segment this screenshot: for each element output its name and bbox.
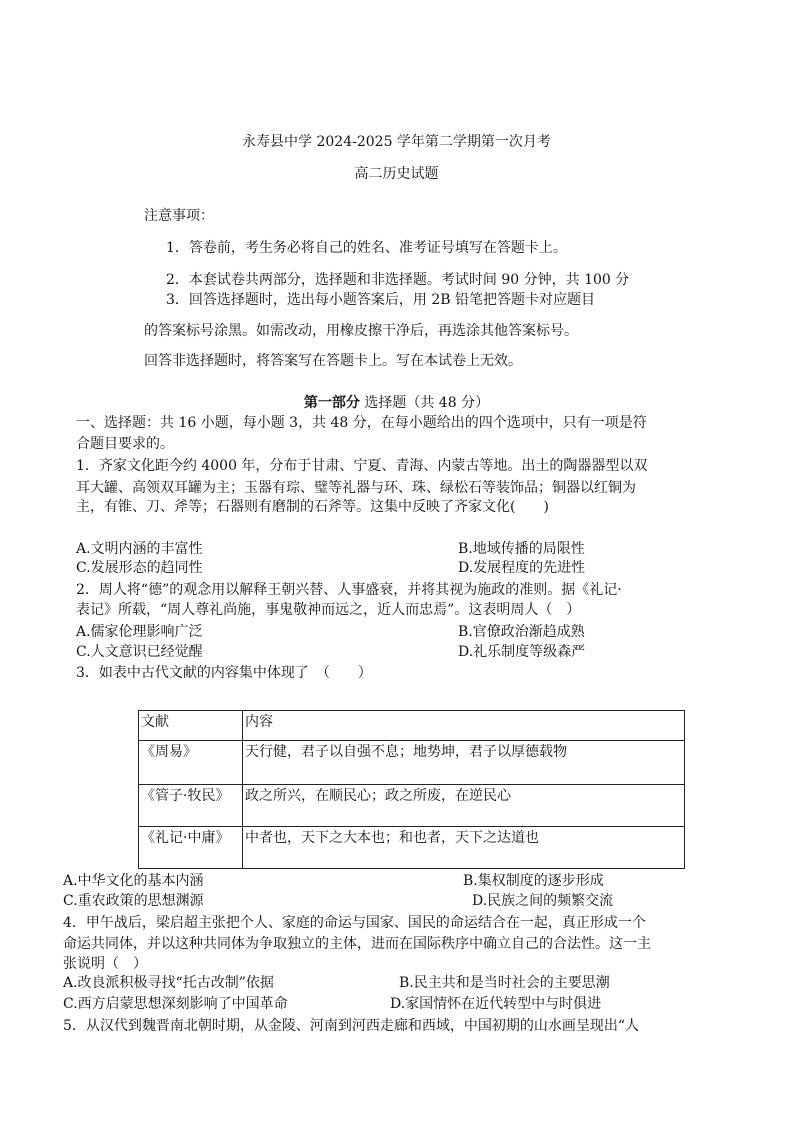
q1-option-a: A.文明内涵的丰富性 — [76, 541, 203, 557]
q2-option-d: D.礼乐制度等级森严 — [458, 644, 586, 660]
q4-option-b: B.民主共和是当时社会的主要思潮 — [399, 975, 610, 991]
table-row — [139, 827, 685, 869]
q1-option-c: C.发展形态的趋同性 — [76, 560, 203, 576]
exam-title: 永寿县中学 2024-2025 学年第二学期第一次月考 — [242, 134, 551, 150]
q3-option-a: A.中华文化的基本内涵 — [63, 873, 204, 889]
q3-option-c: C.重农政策的思想渊源 — [63, 893, 204, 909]
q2-stem-line-1: 2．周人将“德”的观念用以解释王朝兴替、人事盛衰，并将其视为施政的准则。据《礼记· — [76, 582, 622, 598]
q1-stem-line-1: 1．齐家文化距今约 4000 年，分布于甘肃、宁夏、青海、内蒙古等地。出土的陶器器型以双 — [76, 458, 648, 474]
q4-stem-line-3: 张说明（ ） — [63, 956, 147, 972]
q3-option-d: D.民族之间的频繁交流 — [472, 893, 614, 909]
q2-option-a: A.儒家伦理影响广泛 — [76, 624, 203, 640]
part1-instruction-line-2: 合题目要求的。 — [76, 436, 174, 452]
q4-stem-line-2: 命运共同体，并以这种共同体为争取独立的主体，进而在国际秩序中确立自己的合法性。这一主 — [63, 936, 651, 952]
part1-title — [0, 394, 793, 412]
q3-stem: 3．如表中古代文献的内容集中体现了 （ ） — [76, 665, 372, 681]
notes-item-3-continued: 的答案标号涂黑。如需改动，用橡皮擦干净后，再选涂其他答案标号。 — [144, 323, 578, 339]
table-cell-source: 《管子·牧民》 — [139, 785, 243, 827]
part1-title-bold: 第一部分 — [303, 395, 360, 411]
q2-option-c: C.人文意识已经觉醒 — [76, 644, 203, 660]
part1-instruction-line-1: 一、选择题：共 16 小题，每小题 3，共 48 分，在每小题给出的四个选项中，只有一项是符 — [76, 415, 647, 431]
notes-item-3-continued-2: 回答非选择题时，将答案写在答题卡上。写在本试卷上无效。 — [144, 353, 522, 369]
q4-option-d: D.家国情怀在近代转型中与时俱进 — [390, 996, 602, 1012]
notes-item-3: 3．回答选择题时，选出每小题答案后，用 2B 铅笔把答题卡对应题目 — [166, 292, 596, 308]
q1-stem-line-3: 主，有锥、刀、斧等；石器则有磨制的石斧等。这集中反映了齐家文化( ) — [76, 499, 549, 515]
notes-item-2: 2．本套试卷共两部分，选择题和非选择题。考试时间 90 分钟，共 100 分 — [166, 272, 630, 288]
q1-stem-line-2: 耳大罐、高领双耳罐为主；玉器有琮、璧等礼器与环、珠、绿松石等装饰品；铜器以红铜为 — [76, 480, 636, 496]
table-row — [139, 741, 685, 785]
notes-heading: 注意事项： — [144, 208, 214, 224]
table-cell-content: 天行健，君子以自强不息；地势坤，君子以厚德载物 — [243, 741, 685, 785]
q1-option-b: B.地域传播的局限性 — [458, 541, 585, 557]
q2-option-b: B.官僚政治渐趋成熟 — [458, 624, 585, 640]
table-row — [139, 785, 685, 827]
q4-option-c: C.西方启蒙思想深刻影响了中国革命 — [63, 996, 288, 1012]
q1-option-d: D.发展程度的先进性 — [458, 560, 586, 576]
part1-title-rest: 选择题（共 48 分） — [359, 395, 490, 411]
table-header-row — [139, 711, 685, 741]
exam-subtitle: 高二历史试题 — [354, 166, 439, 182]
table-header-cell: 文献 — [139, 711, 243, 741]
q2-stem-line-2: 表记》所载，“周人尊礼尚施，事鬼敬神而远之，近人而忠焉”。这表明周人（ ） — [76, 602, 581, 618]
table-cell-content: 中者也，天下之大本也；和也者，天下之达道也 — [243, 827, 685, 869]
q4-option-a: A.改良派积极寻找“托古改制”依据 — [63, 975, 274, 991]
q4-stem-line-1: 4．甲午战后，梁启超主张把个人、家庭的命运与国家、国民的命运结合在一起，真正形成一个 — [63, 915, 646, 931]
table-cell-source: 《礼记·中庸》 — [139, 827, 243, 869]
q3-table — [138, 710, 685, 869]
q3-option-b: B.集权制度的逐步形成 — [463, 873, 604, 889]
table-header-cell: 内容 — [243, 711, 685, 741]
q5-stem-line-1: 5．从汉代到魏晋南北朝时期，从金陵、河南到河西走廊和西域，中国初期的山水画呈现出“人 — [63, 1018, 640, 1034]
table-cell-source: 《周易》 — [139, 741, 243, 785]
notes-item-1: 1．答卷前，考生务必将自己的姓名、准考证号填写在答题卡上。 — [166, 240, 567, 256]
table-cell-content: 政之所兴，在顺民心；政之所废，在逆民心 — [243, 785, 685, 827]
